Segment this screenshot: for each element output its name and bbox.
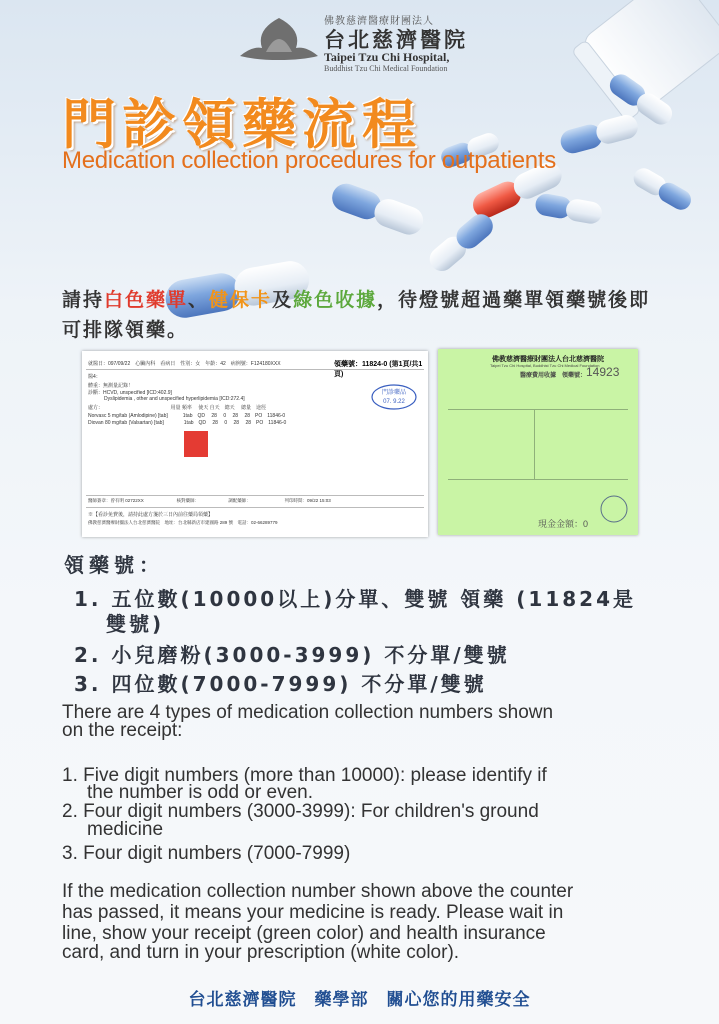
instruction-text <box>62 285 662 345</box>
receipt-number: 14923 <box>586 365 620 379</box>
english-item-2-cont: medicine <box>87 819 164 840</box>
instr-sep: 、 <box>188 289 210 311</box>
page-title-en: Medication collection procedures for outpatients <box>62 147 556 174</box>
receipt-header: 佛教慈濟醫療財團法人台北慈濟醫院 <box>492 356 604 363</box>
logo-foundation-zh: 佛教慈濟醫療財團法人 <box>324 16 434 27</box>
logo-foundation-en: Buddhist Tzu Chi Medical Foundation <box>324 64 448 73</box>
white-slip-label: 白色藥單 <box>104 289 189 311</box>
green-receipt-label: 綠色收據 <box>293 289 378 311</box>
rx-footer: 佛教慈濟醫療財團法人台北慈濟醫院 地址：台北縣新店市建國路 289 號 電話：02-66289779 <box>88 520 278 525</box>
receipt-title: 醫療費用收據 領藥號： <box>520 373 587 379</box>
rx-line: 體重：無測量記錄！ <box>88 383 134 389</box>
instr-part: ，待燈號超過藥單領藥號後即可排隊領藥。 <box>62 289 651 341</box>
stamp-text: 門診藥品 <box>381 390 407 396</box>
receipt-stamp-icon <box>598 493 630 525</box>
instr-part: 請持 <box>62 289 105 311</box>
rx-drug: Diovan 80 mg/tab (Valsartan) [tab] 1tab QD 28 0 28 28 PO 11846-0 <box>88 420 287 426</box>
rx-line: Dyslipidemia , other and unspecified hyperlipidemia [ICD:272.4] <box>104 396 245 402</box>
receipt-sub: Taipei Tzu Chi Hospital, Buddhist Tzu Chi Medical Foundation <box>490 363 600 368</box>
doctor-seal <box>184 431 208 457</box>
numbers-item-3: 3. 四位數(7000-7999) 不分單/雙號 <box>74 672 487 696</box>
receipt-total: 現金金額：0 <box>538 519 589 529</box>
card-label: 健保卡 <box>209 289 273 311</box>
prescription-slip-image <box>82 351 428 537</box>
english-item-1-cont: the number is odd or even. <box>87 782 314 803</box>
rx-line: 就醫日：097/09/22 心臟內科 看病日 性別：女 年齡：42 病例號：F124180XXX <box>88 361 281 367</box>
english-item-3: 3. Four digit numbers (7000-7999) <box>62 843 351 864</box>
rx-line: 醫4： <box>88 374 101 380</box>
rx-number: 領藥號：11824-0 (第1頁/共1頁) <box>334 361 423 378</box>
english-para-2: has passed, it means your medicine is ready. Please wait in <box>62 902 564 923</box>
english-intro-1: There are 4 types of medication collection numbers shown <box>62 702 554 723</box>
english-para-1: If the medication collection number shown above the counter <box>62 881 574 902</box>
english-intro-2: on the receipt: <box>62 720 183 741</box>
english-para-3: line, show your receipt (green color) and health insurance <box>62 923 546 944</box>
numbers-item-1-cont: 雙號) <box>106 612 165 636</box>
lotus-logo-icon <box>236 16 322 62</box>
logo-hospital-en: Taipei Tzu Chi Hospital, <box>324 50 450 64</box>
rx-drug: Norvasc 5 mg/tab (Amlodipine) [tab] 1tab QD 28 0 28 28 PO 11846-0 <box>88 413 286 419</box>
green-receipt-image <box>438 349 638 535</box>
numbers-item-2: 2. 小兒磨粉(3000-3999) 不分單/雙號 <box>74 643 510 667</box>
numbers-heading: 領藥號： <box>64 553 164 577</box>
footer-slogan: 台北慈濟醫院 藥學部 關心您的用藥安全 <box>188 990 531 1010</box>
english-item-1: 1. Five digit numbers (more than 10000): please identify if <box>62 765 547 786</box>
numbers-item-1: 1. 五位數(10000以上)分單、雙號 領藥 (11824是 <box>74 587 636 611</box>
pharmacy-stamp-icon <box>370 383 418 411</box>
stamp-date: 07. 9.22 <box>383 399 405 405</box>
rx-footer: 醫師簽章：曾有明 02722XX 核對藥師： 調配藥師： 列印時間：09/22 15:03 <box>88 498 331 503</box>
english-item-2: 2. Four digit numbers (3000-3999): For children's ground <box>62 801 539 822</box>
rx-cols: 處方： 用量 頻率 使天 自天 總天 總量 途徑 <box>88 405 267 411</box>
rx-line: 診斷：HCVD, unspecified [ICD:402.9] <box>88 390 172 396</box>
page-title-zh: 門診領藥流程 <box>62 93 422 156</box>
hospital-logo <box>236 12 496 74</box>
rx-footer: ※【看診免費後，請持此處方箋於三日內前往藥局領藥】 <box>88 512 214 518</box>
english-para-4: card, and turn in your prescription (white color). <box>62 942 460 963</box>
instr-part: 及 <box>272 289 294 311</box>
logo-hospital-zh: 台北慈濟醫院 <box>324 27 468 52</box>
